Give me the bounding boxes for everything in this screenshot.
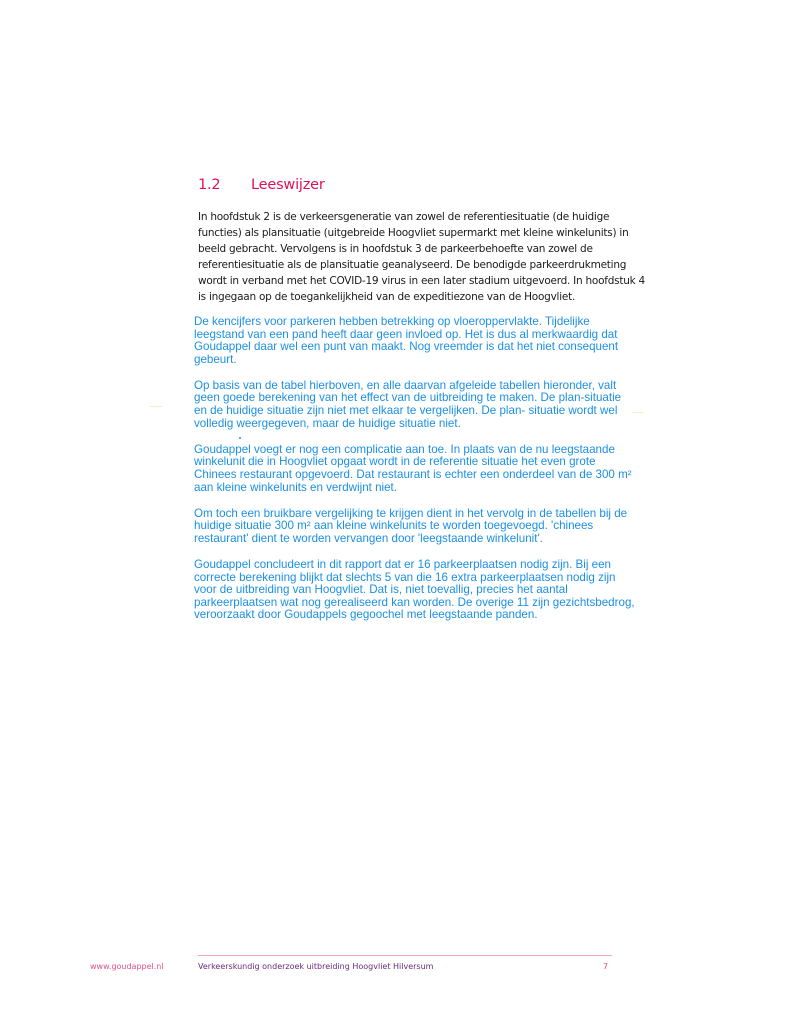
faint-mark xyxy=(632,412,644,413)
annotation-line: leegstand van een pand heeft daar geen invloed op. Het is dus al merkwaardig dat xyxy=(194,327,618,341)
page-number: 7 xyxy=(603,962,609,971)
annotation-comments xyxy=(194,315,635,635)
section-number: 1.2 xyxy=(198,177,221,193)
annotation-line: gebeurt. xyxy=(194,352,237,366)
annotation-line: Goudappel voegt er nog een complicatie aan toe. In plaats van de nu leegstaande xyxy=(194,442,615,456)
intro-line: referentiesituatie als de plansituatie geanalyseerd. De benodigde parkeerdrukmeting xyxy=(198,258,627,271)
annotation-line: geen goede berekening van het effect van de uitbreiding te maken. De plan-situatie xyxy=(194,391,622,405)
annotation-dot xyxy=(239,437,241,439)
annotation-line: Op basis van de tabel hierboven, en alle daarvan afgeleide tabellen hieronder, valt xyxy=(194,378,617,392)
annotation-paragraph xyxy=(194,380,624,430)
intro-line: wordt in verband met het COVID-19 virus in een later stadium uitgevoerd. In hoofdstuk 4 xyxy=(198,274,645,287)
intro-line: In hoofdstuk 2 is de verkeersgeneratie van zowel de referentiesituatie (de huidige xyxy=(198,211,610,223)
footer-document-title: Verkeerskundig onderzoek uitbreiding Hoogvliet Hilversum xyxy=(198,962,434,971)
faint-mark xyxy=(150,406,162,407)
annotation-paragraph xyxy=(194,506,628,546)
section-heading xyxy=(198,177,325,193)
annotation-line: winkelunit die in Hoogvliet opgaat wordt in de referentie situatie het even grote xyxy=(194,455,596,469)
annotation-line: huidige situatie 300 m² aan kleine winkelunits te worden toegevoegd. 'chinees xyxy=(194,519,594,533)
annotation-line: Goudappel daar wel een punt van maakt. Nog vreemder is dat het niet consequent xyxy=(194,340,619,354)
intro-line: beeld gebracht. Vervolgens is in hoofdstuk 3 de parkeerbehoefte van zowel de xyxy=(198,242,593,255)
annotation-line: aan kleine winkelunits en verdwijnt niet. xyxy=(194,480,398,494)
annotation-paragraph xyxy=(194,442,632,494)
annotation-line: restaurant' dient te worden vervangen door 'leegstaande winkelunit'. xyxy=(194,531,543,545)
annotation-line: en de huidige situatie zijn niet met elkaar te vergelijken. De plan- situatie wordt wel xyxy=(194,404,618,418)
intro-line: is ingegaan op de toegankelijkheid van de expeditiezone van de Hoogvliet. xyxy=(198,290,576,303)
annotation-line: Om toch een bruikbare vergelijking te krijgen dient in het vervolg in de tabellen bij de xyxy=(194,506,628,520)
annotation-line: veroorzaakt door Goudappels gegoochel met leegstaande panden. xyxy=(194,608,538,622)
annotation-line: voor de uitbreiding van Hoogvliet. Dat is, niet toevallig, precies het aantal xyxy=(194,583,568,597)
annotation-paragraph xyxy=(194,316,624,366)
intro-line: functies) als plansituatie (uitgebreide Hoogvliet supermarkt met kleine winkelunits) in xyxy=(198,226,629,239)
annotation-line: Goudappel concludeert in dit rapport dat er 16 parkeerplaatsen nodig zijn. Bij een xyxy=(194,557,612,571)
footer-website-link[interactable]: www.goudappel.nl xyxy=(90,962,164,971)
annotation-line: parkeerplaatsen wat nog gerealiseerd kan worden. De overige 11 zijn gezichtsbedrog, xyxy=(194,595,635,609)
annotation-line: De kencijfers voor parkeren hebben betrekking op vloeroppervlakte. Tijdelijke xyxy=(194,315,590,328)
footer-divider xyxy=(198,955,612,956)
section-title: Leeswijzer xyxy=(251,177,325,193)
intro-paragraph xyxy=(198,210,645,305)
annotation-line: volledig weergegeven, maar de huidige situatie niet. xyxy=(194,416,461,430)
annotation-line: correcte berekening blijkt dat slechts 5 van die 16 extra parkeerplaatsen nodig zijn xyxy=(194,570,616,584)
annotation-paragraph xyxy=(194,557,635,622)
annotation-line: Chinees restaurant opgevoerd. Dat restaurant is echter een onderdeel van de 300 m² xyxy=(194,467,632,481)
